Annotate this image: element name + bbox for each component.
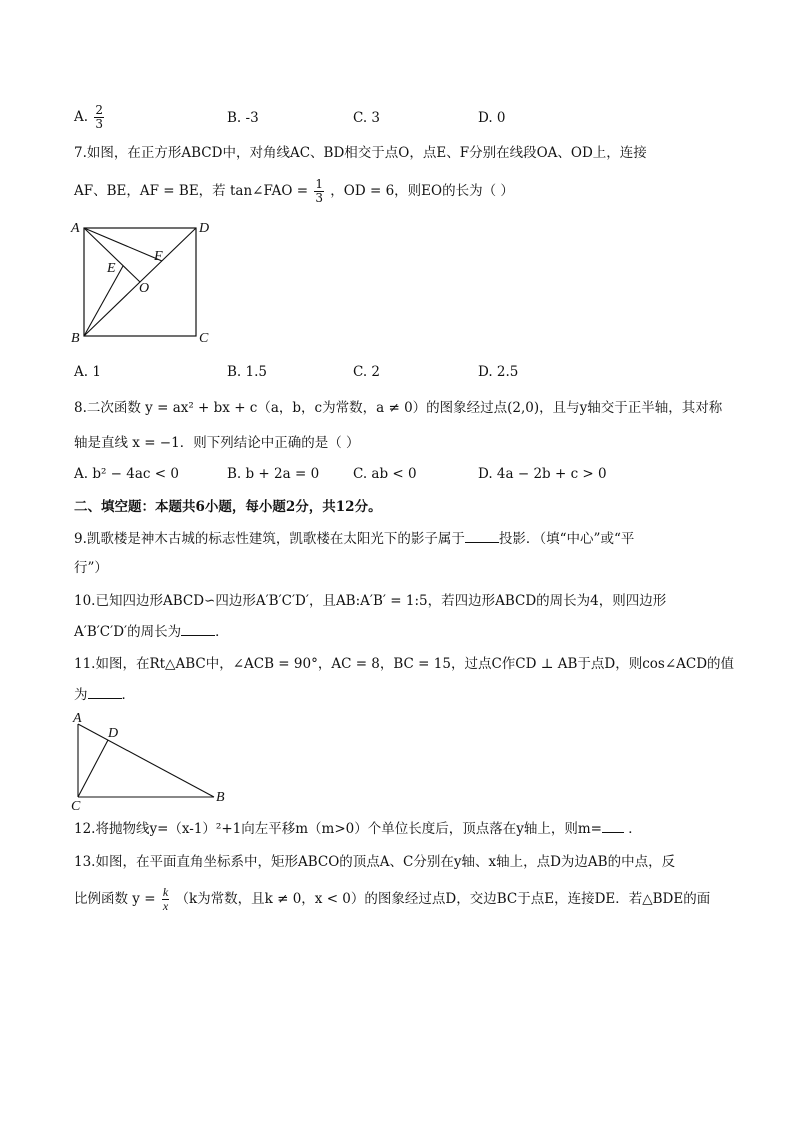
segment-be [84,266,123,336]
q10-stem-line2: A′B′C′D′的周长为 ． [74,621,229,642]
q8-stem-line1: 8.二次函数 y = ax² + bx + c（a，b，c为常数，a ≠ 0）的图象经过点(2,0)，且与y轴交于正半轴，其对称 [74,400,723,416]
q6-option-a: A. $\frac{2}{3}$ [74,103,103,131]
label-e: E [107,261,116,276]
q8-option-d: D. 4a − 2b + c > 0 [478,466,607,482]
q7-square-figure [66,216,216,346]
q7-option-b: B. 1.5 [227,364,267,380]
q7-stem-line2: AF、BE，AF = BE，若 tan∠FAO = $\frac{1}{3}$ ，OD = 6，则EO的长为（ ） [74,177,514,205]
q7-stem-line1: 7.如图，在正方形ABCD中，对角线AC、BD相交于点O，点E、F分别在线段OA、OD上，连接 [74,145,647,161]
q6-option-b: B. -3 [227,110,259,126]
label-c: C [199,331,209,346]
q12-answer-blank[interactable] [602,818,624,833]
q11-stem-line2: 为 ． [74,684,135,705]
q8-option-a: A. b² − 4ac < 0 [74,466,179,482]
q10-stem-line1: 10.已知四边形ABCD∽四边形A′B′C′D′，且AB:A′B′ = 1:5，若四边形ABCD的周长为4，则四边形 [74,593,667,609]
q13-stem-line1: 13.如图，在平面直角坐标系中，矩形ABCO的顶点A、C分别在y轴、x轴上，点D为边AB的中点，反 [74,854,676,870]
section-2-heading: 二、填空题：本题共6小题，每小题2分，共12分。 [74,499,382,515]
side-ab [78,724,214,797]
q10-answer-blank[interactable] [181,621,215,636]
q8-option-c: C. ab < 0 [353,466,417,482]
q7-option-d: D. 2.5 [478,364,519,380]
q6-option-d: D. 0 [478,110,506,126]
q9-answer-blank[interactable] [465,528,499,543]
q7-tan-fraction: $\frac{1}{3}$ [315,177,323,205]
q12-stem-line1: 12.将抛物线y=（x-1）²+1向左平移m（m>0）个单位长度后，顶点落在y轴上，则m= ． [74,818,642,839]
segment-af [84,228,162,261]
label-b: B [71,331,80,346]
label-a: A [71,221,80,236]
label-d: D [199,221,210,236]
label-c: C [71,799,81,812]
label-f: F [154,249,163,264]
q8-stem-line2: 轴是直线 x = −1．则下列结论中正确的是（ ） [74,435,360,451]
q11-stem-line1: 11.如图，在Rt△ABC中，∠ACB = 90°，AC = 8，BC = 15，过点C作CD ⊥ AB于点D，则cos∠ACD的值 [74,656,735,672]
q11-answer-blank[interactable] [88,684,122,699]
q7-option-c: C. 2 [353,364,381,380]
q7-option-a: A. 1 [74,364,101,380]
q13-stem-line2: 比例函数 y = $\frac{k}{x}$ （k为常数，且k ≠ 0，x < 0）的图象经过点D，交边BC于点E，连接DE．若△BDE的面 [74,885,711,913]
q13-k-over-x-fraction: $\frac{k}{x}$ [162,885,169,913]
label-d: D [108,726,119,741]
segment-cd [78,740,108,797]
label-o: O [139,281,150,296]
q9-stem-line1: 9.凯歌楼是神木古城的标志性建筑，凯歌楼在太阳光下的影子属于 投影．（填“中心”或“平 [74,528,634,549]
q6-option-a-fraction: $\frac{2}{3}$ [95,103,103,131]
label-a: A [73,711,82,726]
q9-stem-line2: 行”） [74,560,108,576]
label-b: B [216,790,225,805]
q6-option-c: C. 3 [353,110,381,126]
q8-option-b: B. b + 2a = 0 [227,466,320,482]
q11-triangle-figure [66,708,236,812]
